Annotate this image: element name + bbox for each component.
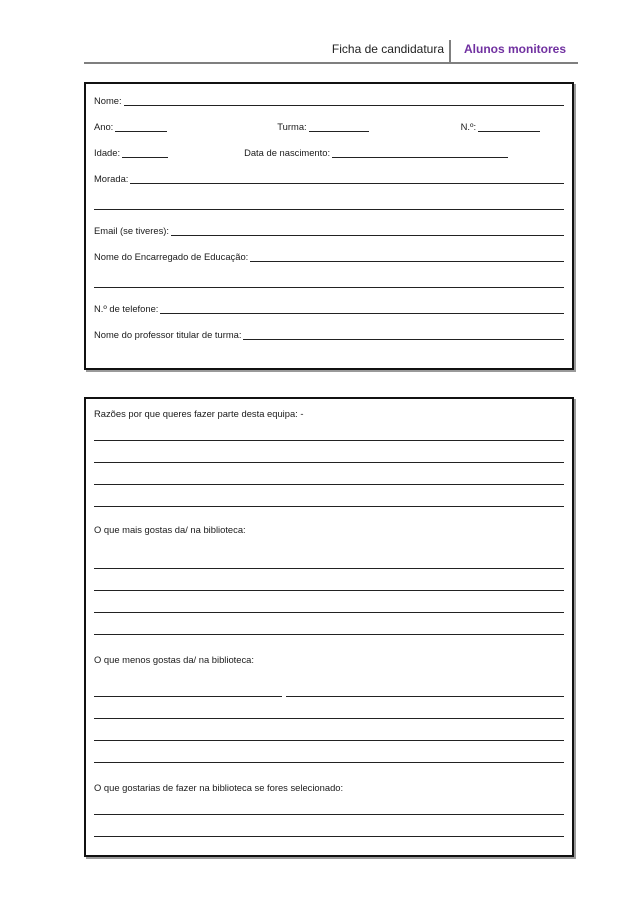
telefone-row	[94, 302, 564, 316]
idade-label: Idade:	[94, 147, 121, 158]
razoes-row	[94, 407, 564, 421]
professor-field[interactable]	[243, 329, 564, 340]
numero-label: N.º:	[460, 121, 477, 132]
mais-gostas-field-3[interactable]	[94, 602, 564, 613]
menos-gostas-line-1	[94, 685, 564, 699]
razoes-field-4[interactable]	[94, 496, 564, 507]
mais-gostas-field-2[interactable]	[94, 580, 564, 591]
gostarias-field-2[interactable]	[94, 826, 564, 837]
morada-row-2	[94, 198, 564, 212]
menos-gostas-row	[94, 653, 564, 667]
email-field[interactable]	[171, 225, 564, 236]
header-title: Ficha de candidatura	[331, 42, 444, 56]
razoes-line-2	[94, 451, 564, 465]
encarregado-row	[94, 250, 564, 264]
ano-field[interactable]	[115, 121, 167, 132]
nome-label: Nome:	[94, 95, 122, 106]
email-label: Email (se tiveres):	[94, 225, 170, 236]
razoes-line-4	[94, 495, 564, 509]
page-header	[84, 40, 578, 62]
gostarias-line-2	[94, 825, 564, 839]
menos-gostas-line-3	[94, 729, 564, 743]
email-row	[94, 224, 564, 238]
mais-gostas-line-3	[94, 601, 564, 615]
telefone-label: N.º de telefone:	[94, 303, 159, 314]
ano-turma-numero-row	[94, 120, 564, 134]
mais-gostas-row	[94, 523, 564, 537]
encarregado-row-2	[94, 276, 564, 290]
menos-gostas-label: O que menos gostas da/ na biblioteca:	[94, 654, 254, 665]
razoes-label: Razões por que queres fazer parte desta equipa: -	[94, 408, 304, 419]
mais-gostas-line-1	[94, 557, 564, 571]
personal-info-box	[84, 82, 574, 370]
menos-gostas-line-2	[94, 707, 564, 721]
morada-field-2[interactable]	[94, 199, 564, 210]
professor-row	[94, 328, 564, 342]
idade-nascimento-row	[94, 146, 564, 160]
encarregado-field-2[interactable]	[94, 277, 564, 288]
morada-label: Morada:	[94, 173, 129, 184]
menos-gostas-field-2[interactable]	[94, 708, 564, 719]
mais-gostas-line-2	[94, 579, 564, 593]
header-separator	[449, 40, 451, 62]
ano-label: Ano:	[94, 121, 114, 132]
menos-gostas-field-3[interactable]	[94, 730, 564, 741]
razoes-field-1[interactable]	[94, 430, 564, 441]
menos-gostas-field-1a[interactable]	[94, 686, 282, 697]
gostarias-row	[94, 781, 564, 795]
menos-gostas-field-4[interactable]	[94, 752, 564, 763]
encarregado-label: Nome do Encarregado de Educação:	[94, 251, 249, 262]
razoes-field-2[interactable]	[94, 452, 564, 463]
mais-gostas-line-4	[94, 623, 564, 637]
nome-row	[94, 94, 564, 108]
gostarias-label: O que gostarias de fazer na biblioteca se fores selecionado:	[94, 782, 344, 793]
idade-field[interactable]	[122, 147, 168, 158]
menos-gostas-field-1b[interactable]	[286, 686, 564, 697]
nome-field[interactable]	[124, 95, 564, 106]
razoes-line-1	[94, 429, 564, 443]
menos-gostas-line-4	[94, 751, 564, 765]
gostarias-line-1	[94, 803, 564, 817]
numero-field[interactable]	[478, 121, 540, 132]
razoes-line-3	[94, 473, 564, 487]
morada-row	[94, 172, 564, 186]
morada-field[interactable]	[130, 173, 564, 184]
razoes-field-3[interactable]	[94, 474, 564, 485]
gostarias-field-1[interactable]	[94, 804, 564, 815]
mais-gostas-label: O que mais gostas da/ na biblioteca:	[94, 524, 246, 535]
telefone-field[interactable]	[160, 303, 564, 314]
questions-box	[84, 397, 574, 857]
header-rule	[84, 62, 578, 64]
mais-gostas-field-4[interactable]	[94, 624, 564, 635]
professor-label: Nome do professor titular de turma:	[94, 329, 242, 340]
turma-field[interactable]	[309, 121, 369, 132]
encarregado-field[interactable]	[250, 251, 564, 262]
mais-gostas-field-1[interactable]	[94, 558, 564, 569]
data-nascimento-field[interactable]	[332, 147, 508, 158]
turma-label: Turma:	[277, 121, 307, 132]
data-nascimento-label: Data de nascimento:	[244, 147, 331, 158]
header-subtitle: Alunos monitores	[463, 42, 566, 56]
